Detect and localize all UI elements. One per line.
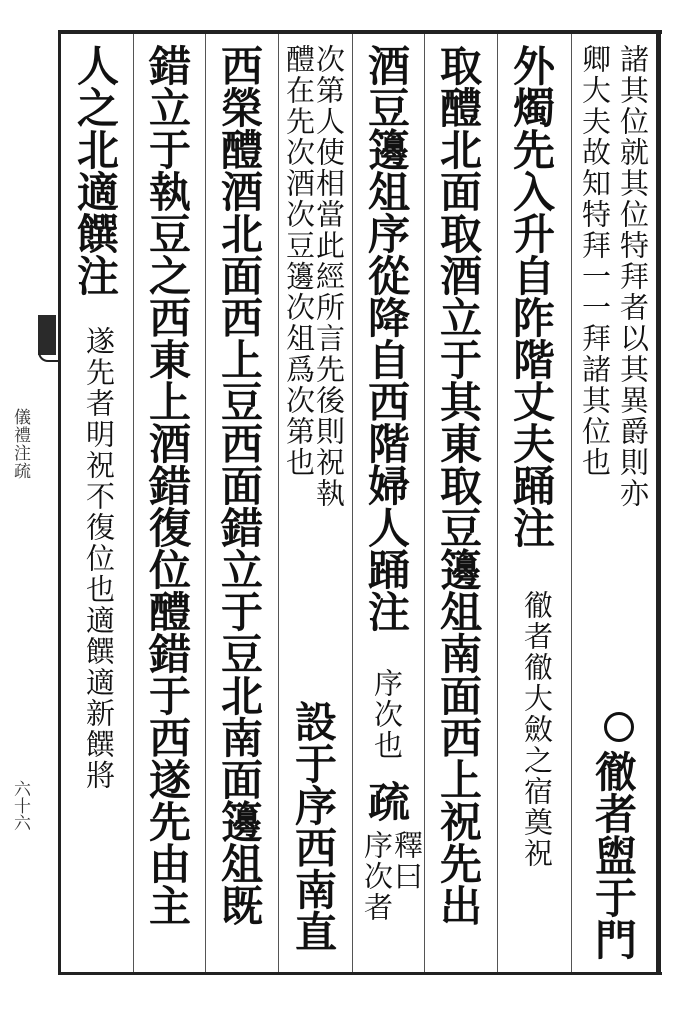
note-marker: 注: [507, 506, 556, 548]
main-text: 外燭先入升自阼階丈夫踊: [507, 44, 556, 506]
text-column-8-main: [71, 44, 120, 296]
text-column-2-note: 徹者徹大斂之宿奠祝: [520, 590, 554, 869]
note-marker: 注: [362, 590, 411, 632]
column-separator: [424, 34, 425, 972]
text-column-4-main: [362, 44, 411, 632]
text-column-2-main: [507, 44, 556, 548]
text-column-5c: 設于序西南直: [289, 700, 338, 952]
text-column-4-xu: 序次者: [360, 830, 394, 923]
commentary-marker: 疏: [362, 780, 411, 822]
frame-right-border: [656, 30, 661, 975]
circle-mark-icon: [604, 712, 634, 742]
text-column-5a: 次第人使相當此經所言先後則祝執: [312, 44, 346, 509]
column-separator: [205, 34, 206, 972]
frame-bottom-border: [60, 972, 662, 975]
column-separator: [497, 34, 498, 972]
column-separator: [571, 34, 572, 972]
margin-page-number: 六十六: [10, 780, 30, 831]
text-column-1b: 卿大夫故知特拜一一拜諸其位也: [578, 44, 612, 478]
column-separator: [133, 34, 134, 972]
text-column-7: 錯立于執豆之西東上酒錯復位醴錯于西遂先由主: [143, 44, 192, 926]
main-text: 人之北適饌: [71, 44, 120, 254]
note-marker: 注: [71, 254, 120, 296]
text-column-4-shi: 釋曰: [390, 830, 424, 892]
text-column-8-note: 遂先者明祝不復位也適饌適新饌將: [82, 326, 116, 791]
text-column-5b: 醴在先次酒次豆籩次俎爲次第也: [282, 44, 316, 478]
text-column-4-note: 序次也: [370, 668, 404, 761]
frame-left-border: [58, 30, 61, 975]
column-separator: [352, 34, 353, 972]
fish-tail-curve: [38, 350, 60, 362]
main-text: 酒豆籩俎序從降自西階婦人踊: [362, 44, 411, 590]
text-column-6: 西榮醴酒北面西上豆西面錯立于豆北南面籩俎既: [215, 44, 264, 926]
margin-book-title: 儀禮注疏: [10, 408, 30, 480]
text-column-1a: 諸其位就其位特拜者以其異爵則亦: [616, 44, 650, 509]
fish-tail-mark: [38, 315, 56, 355]
text-column-3: 取醴北面取酒立于其東取豆籩俎南面西上祝先出: [434, 44, 483, 926]
text-column-1c: 徹者盥于門: [589, 750, 638, 960]
column-separator: [278, 34, 279, 972]
